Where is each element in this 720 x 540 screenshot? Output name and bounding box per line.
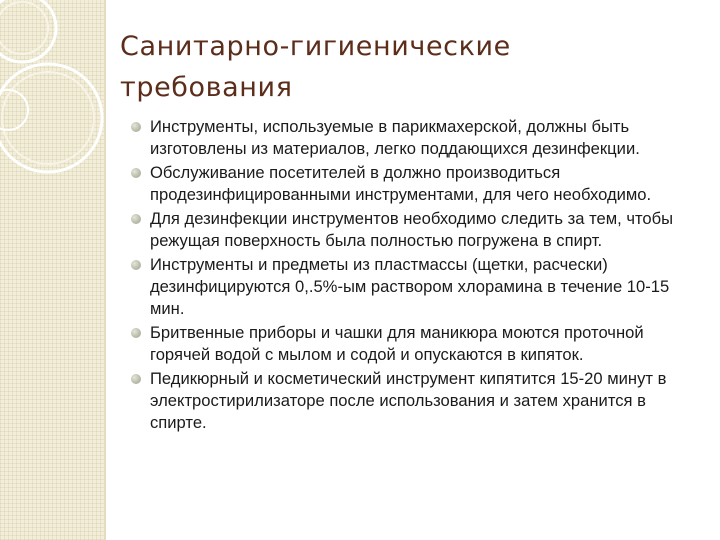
list-item <box>131 162 698 206</box>
bullet-list <box>131 116 698 436</box>
bullet-dot-icon <box>131 260 141 270</box>
bullet-text: Обслуживание посетителей в должно производиться продезинфицированными инструментами, для чего необходимо. <box>150 163 652 204</box>
slide-title: Санитарно-гигиенические требования <box>120 31 511 103</box>
bullet-text: Инструменты и предметы из пластмассы (щетки, расчески) дезинфицируются 0,.5%-ым раствором хлорамина в течение 10-15 мин. <box>150 255 670 318</box>
list-item <box>131 116 698 160</box>
list-item <box>131 368 698 434</box>
decorative-circles-icon <box>0 0 140 200</box>
bullet-dot-icon <box>131 168 141 178</box>
bullet-dot-icon <box>131 374 141 384</box>
bullet-dot-icon <box>131 328 141 338</box>
list-item <box>131 208 698 252</box>
bullet-text: Для дезинфекции инструментов необходимо следить за тем, чтобы режущая поверхность была полностью погружена в спирт. <box>150 209 674 250</box>
list-item <box>131 254 698 320</box>
bullet-text: Инструменты, используемые в парикмахерской, должны быть изготовлены из материалов, легко поддающихся дезинфекции. <box>150 117 640 158</box>
bullet-dot-icon <box>131 214 141 224</box>
bullet-text: Педикюрный и косметический инструмент кипятится 15-20 минут в электростирилизаторе после использования и затем хранится в спирте. <box>150 369 667 432</box>
list-item <box>131 322 698 366</box>
bullet-text: Бритвенные приборы и чашки для маникюра моются проточной горячей водой с мылом и содой и опускаются в кипяток. <box>150 323 644 364</box>
bullet-dot-icon <box>131 122 141 132</box>
